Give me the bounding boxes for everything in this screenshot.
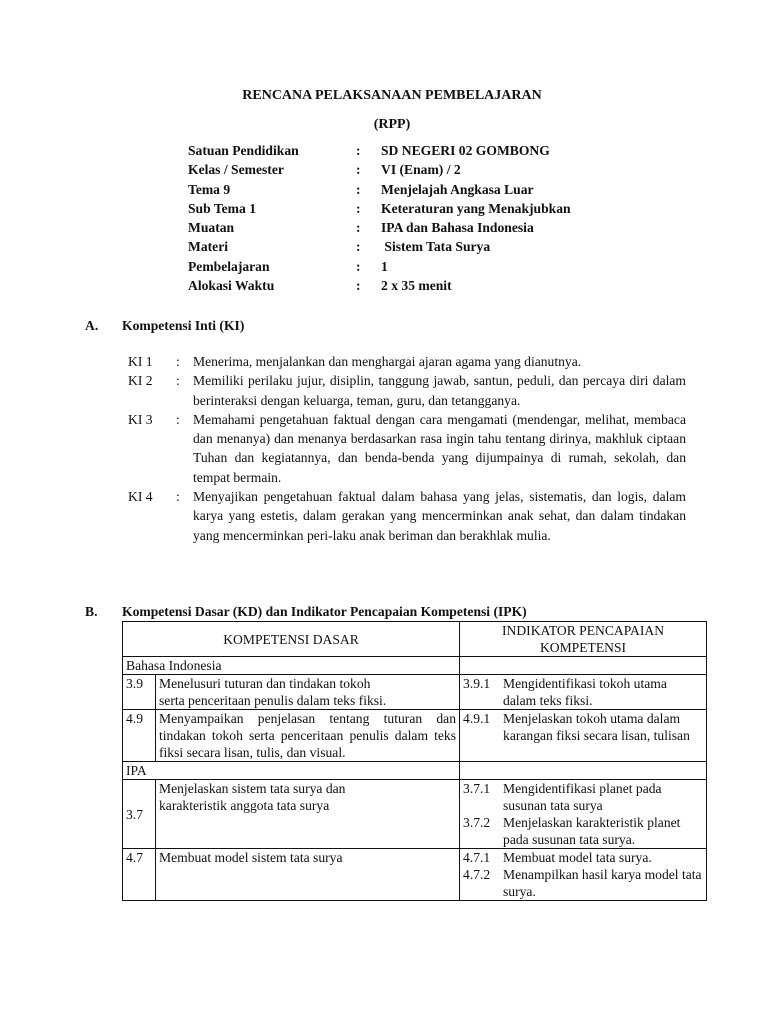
info-label: Satuan Pendidikan bbox=[188, 143, 299, 158]
ki-code: KI 1 bbox=[128, 354, 153, 369]
info-row bbox=[188, 237, 571, 256]
info-row bbox=[188, 218, 571, 237]
table-row bbox=[123, 849, 707, 901]
info-value: Sistem Tata Surya bbox=[381, 239, 491, 255]
info-value: VI (Enam) / 2 bbox=[381, 162, 461, 178]
indicator bbox=[463, 675, 703, 709]
kd-number: 3.9 bbox=[123, 675, 156, 710]
indicator-number: 3.7.1 bbox=[463, 781, 491, 796]
indicator-cell bbox=[460, 780, 707, 849]
ki-item bbox=[128, 410, 686, 487]
ki-text: Menyajikan pengetahuan faktual dalam bahasa yang jelas, sistematis, dan logis, dalam karya yang estetis, dalam gerakan yang mencerminkan anak sehat, dan dalam tindakan yang mencerminkan peri-laku anak beriman dan berakhlak mulia. bbox=[193, 489, 686, 543]
indicator-cell bbox=[460, 710, 707, 762]
info-value: Menjelajah Angkasa Luar bbox=[381, 181, 534, 197]
info-value: SD NEGERI 02 GOMBONG bbox=[381, 143, 550, 158]
info-value: Keteraturan yang Menakjubkan bbox=[381, 200, 571, 216]
info-row bbox=[188, 141, 571, 160]
ki-code: KI 3 bbox=[128, 411, 153, 427]
indicator-text: Mengidentifikasi planet pada susunan tata surya bbox=[503, 781, 662, 813]
header-ipk: INDIKATOR PENCAPAIAN KOMPETENSI bbox=[460, 622, 707, 657]
document-title: RENCANA PELAKSANAAN PEMBELAJARAN bbox=[242, 88, 542, 103]
kd-ipk-table bbox=[122, 621, 707, 901]
ki-item bbox=[128, 487, 686, 545]
info-row bbox=[188, 199, 571, 218]
ki-list bbox=[128, 352, 686, 545]
indicator-cell bbox=[460, 849, 707, 901]
ki-text: Menerima, menjalankan dan menghargai ajaran agama yang dianutnya. bbox=[193, 354, 582, 369]
info-row bbox=[188, 257, 571, 276]
section-letter: A. bbox=[85, 318, 99, 333]
indicator bbox=[463, 849, 703, 866]
info-label: Alokasi Waktu bbox=[188, 278, 275, 294]
ki-colon: : bbox=[176, 489, 180, 505]
info-row bbox=[188, 180, 571, 199]
group-label: IPA bbox=[123, 762, 460, 780]
indicator-number: 4.7.2 bbox=[463, 867, 491, 882]
indicator-number: 3.9.1 bbox=[463, 676, 491, 691]
info-colon: : bbox=[356, 181, 361, 197]
ki-text: Memiliki perilaku jujur, disiplin, tanggung jawab, santun, peduli, dan percaya diri dalam berinteraksi dengan keluarga, teman, guru, dan tetangganya. bbox=[193, 373, 686, 408]
ki-colon: : bbox=[176, 373, 180, 389]
info-colon: : bbox=[356, 220, 361, 236]
info-colon: : bbox=[356, 143, 361, 158]
info-value: 1 bbox=[381, 258, 388, 274]
ki-text: Memahami pengetahuan faktual dengan cara mengamati (mendengar, melihat, membaca dan menanya) dan menanya berdasarkan rasa ingin tahu tentang dirinya, makhluk ciptaan Tuhan dan kegiatannya, dan benda-benda yang dijumpainya di rumah, sekolah, dan tempat bermain. bbox=[193, 411, 686, 485]
info-colon: : bbox=[356, 239, 361, 255]
empty-cell bbox=[460, 762, 707, 780]
header-kd: KOMPETENSI DASAR bbox=[123, 622, 460, 657]
indicator bbox=[463, 710, 703, 744]
ki-item bbox=[128, 371, 686, 410]
info-label: Tema 9 bbox=[188, 181, 231, 197]
indicator-text: Mengidentifikasi tokoh utama dalam teks fiksi. bbox=[503, 676, 667, 708]
document-subtitle: (RPP) bbox=[373, 117, 411, 132]
table-row bbox=[123, 780, 707, 849]
info-row bbox=[188, 276, 571, 295]
group-row bbox=[123, 762, 707, 780]
kd-text: Menjelaskan sistem tata surya dan karakteristik anggota tata surya bbox=[156, 780, 460, 849]
section-letter: B. bbox=[85, 604, 98, 619]
group-label: Bahasa Indonesia bbox=[123, 657, 460, 675]
info-colon: : bbox=[356, 162, 361, 178]
indicator-text: Membuat model tata surya. bbox=[503, 850, 652, 865]
info-colon: : bbox=[356, 278, 361, 294]
info-label: Muatan bbox=[188, 220, 235, 236]
indicator-cell bbox=[460, 675, 707, 710]
ki-item bbox=[128, 352, 686, 371]
info-label: Materi bbox=[188, 239, 228, 255]
info-label: Kelas / Semester bbox=[188, 162, 284, 178]
section-heading-b bbox=[85, 602, 527, 621]
identity-block bbox=[188, 141, 571, 295]
ki-code: KI 2 bbox=[128, 373, 153, 389]
empty-cell bbox=[460, 657, 707, 675]
info-row bbox=[188, 160, 571, 179]
table-header-row bbox=[123, 622, 707, 657]
table-row bbox=[123, 675, 707, 710]
section-title: Kompetensi Inti (KI) bbox=[122, 318, 245, 333]
section-title: Kompetensi Dasar (KD) dan Indikator Pencapaian Kompetensi (IPK) bbox=[122, 604, 527, 619]
indicator-text: Menjelaskan tokoh utama dalam karangan fiksi secara lisan, tulisan bbox=[503, 711, 690, 743]
indicator-text: Menampilkan hasil karya model tata surya. bbox=[503, 867, 702, 899]
info-colon: : bbox=[356, 258, 361, 274]
kd-number: 3.7 bbox=[123, 780, 156, 849]
info-label: Pembelajaran bbox=[188, 258, 270, 274]
table-row bbox=[123, 710, 707, 762]
indicator bbox=[463, 866, 703, 900]
info-value: 2 x 35 menit bbox=[381, 278, 452, 294]
kd-number: 4.9 bbox=[123, 710, 156, 762]
indicator-number: 3.7.2 bbox=[463, 815, 491, 830]
indicator bbox=[463, 814, 703, 848]
indicator-text: Menjelaskan karakteristik planet pada susunan tata surya. bbox=[503, 815, 681, 847]
info-label: Sub Tema 1 bbox=[188, 200, 257, 216]
info-value: IPA dan Bahasa Indonesia bbox=[381, 220, 534, 236]
ki-code: KI 4 bbox=[128, 489, 153, 505]
ki-colon: : bbox=[176, 411, 180, 427]
indicator bbox=[463, 780, 703, 814]
group-row bbox=[123, 657, 707, 675]
section-heading-a bbox=[85, 316, 244, 335]
kd-number: 4.7 bbox=[123, 849, 156, 901]
indicator-number: 4.9.1 bbox=[463, 711, 491, 726]
info-colon: : bbox=[356, 200, 361, 216]
kd-text: Menyampaikan penjelasan tentang tuturan dan tindakan tokoh serta penceritaan penulis dalam teks fiksi secara lisan, tulis, dan visual. bbox=[156, 710, 460, 762]
kd-text: Membuat model sistem tata surya bbox=[156, 849, 460, 901]
indicator-number: 4.7.1 bbox=[463, 850, 491, 865]
kd-text: Menelusuri tuturan dan tindakan tokoh serta penceritaan penulis dalam teks fiksi. bbox=[156, 675, 460, 710]
ki-colon: : bbox=[176, 354, 180, 369]
